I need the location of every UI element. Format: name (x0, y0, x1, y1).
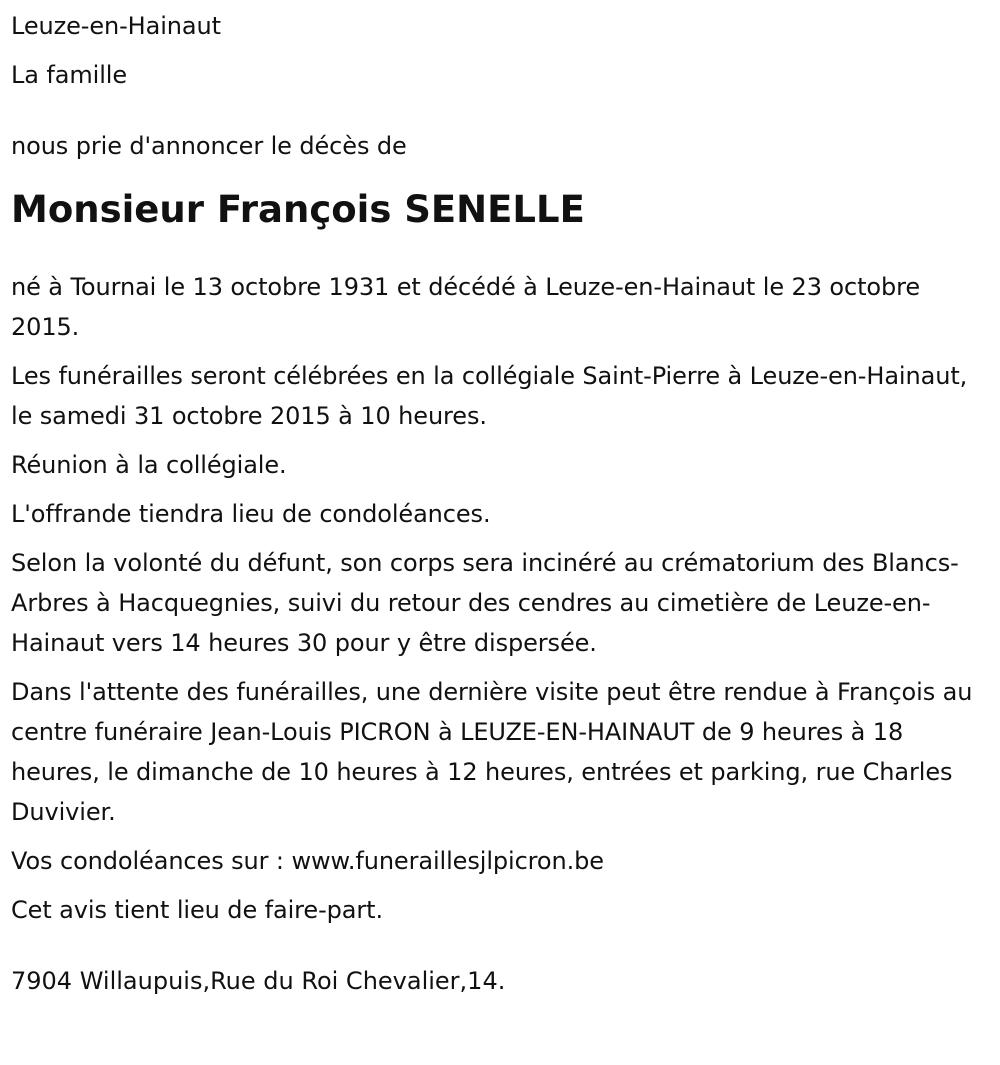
offering-paragraph: L'offrande tiendra lieu de condoléances. (11, 500, 491, 528)
notice-announce: nous prie d'annoncer le décès de (11, 132, 407, 160)
birth-death-paragraph: né à Tournai le 13 octobre 1931 et décédé à Leuze-en-Hainaut le 23 octobre 2015. (11, 273, 921, 341)
condolences-paragraph: Vos condoléances sur : www.funeraillesjlpicron.be (11, 847, 604, 875)
meeting-paragraph: Réunion à la collégiale. (11, 451, 287, 479)
notice-place: Leuze-en-Hainaut (11, 12, 221, 40)
deceased-name: Monsieur François SENELLE (11, 188, 585, 231)
family-address: 7904 Willaupuis,Rue du Roi Chevalier,14. (11, 967, 506, 995)
cremation-paragraph: Selon la volonté du défunt, son corps sera incinéré au crématorium des Blancs-Arbres à Hacquegnies, suivi du retour des cendres au cimetière de Leuze-en-Hainaut vers 14 heures 30 pour y être dispersée. (11, 549, 959, 657)
funeral-paragraph: Les funérailles seront célébrées en la collégiale Saint-Pierre à Leuze-en-Hainaut, le samedi 31 octobre 2015 à 10 heures. (11, 362, 968, 430)
notice-family: La famille (11, 61, 128, 89)
announcement-paragraph: Cet avis tient lieu de faire-part. (11, 896, 383, 924)
visit-paragraph: Dans l'attente des funérailles, une dernière visite peut être rendue à François au centre funéraire Jean-Louis PICRON à LEUZE-EN-HAINAUT de 9 heures à 18 heures, le dimanche de 10 heures à 12 heures, entrées et parking, rue Charles Duvivier. (11, 678, 973, 826)
